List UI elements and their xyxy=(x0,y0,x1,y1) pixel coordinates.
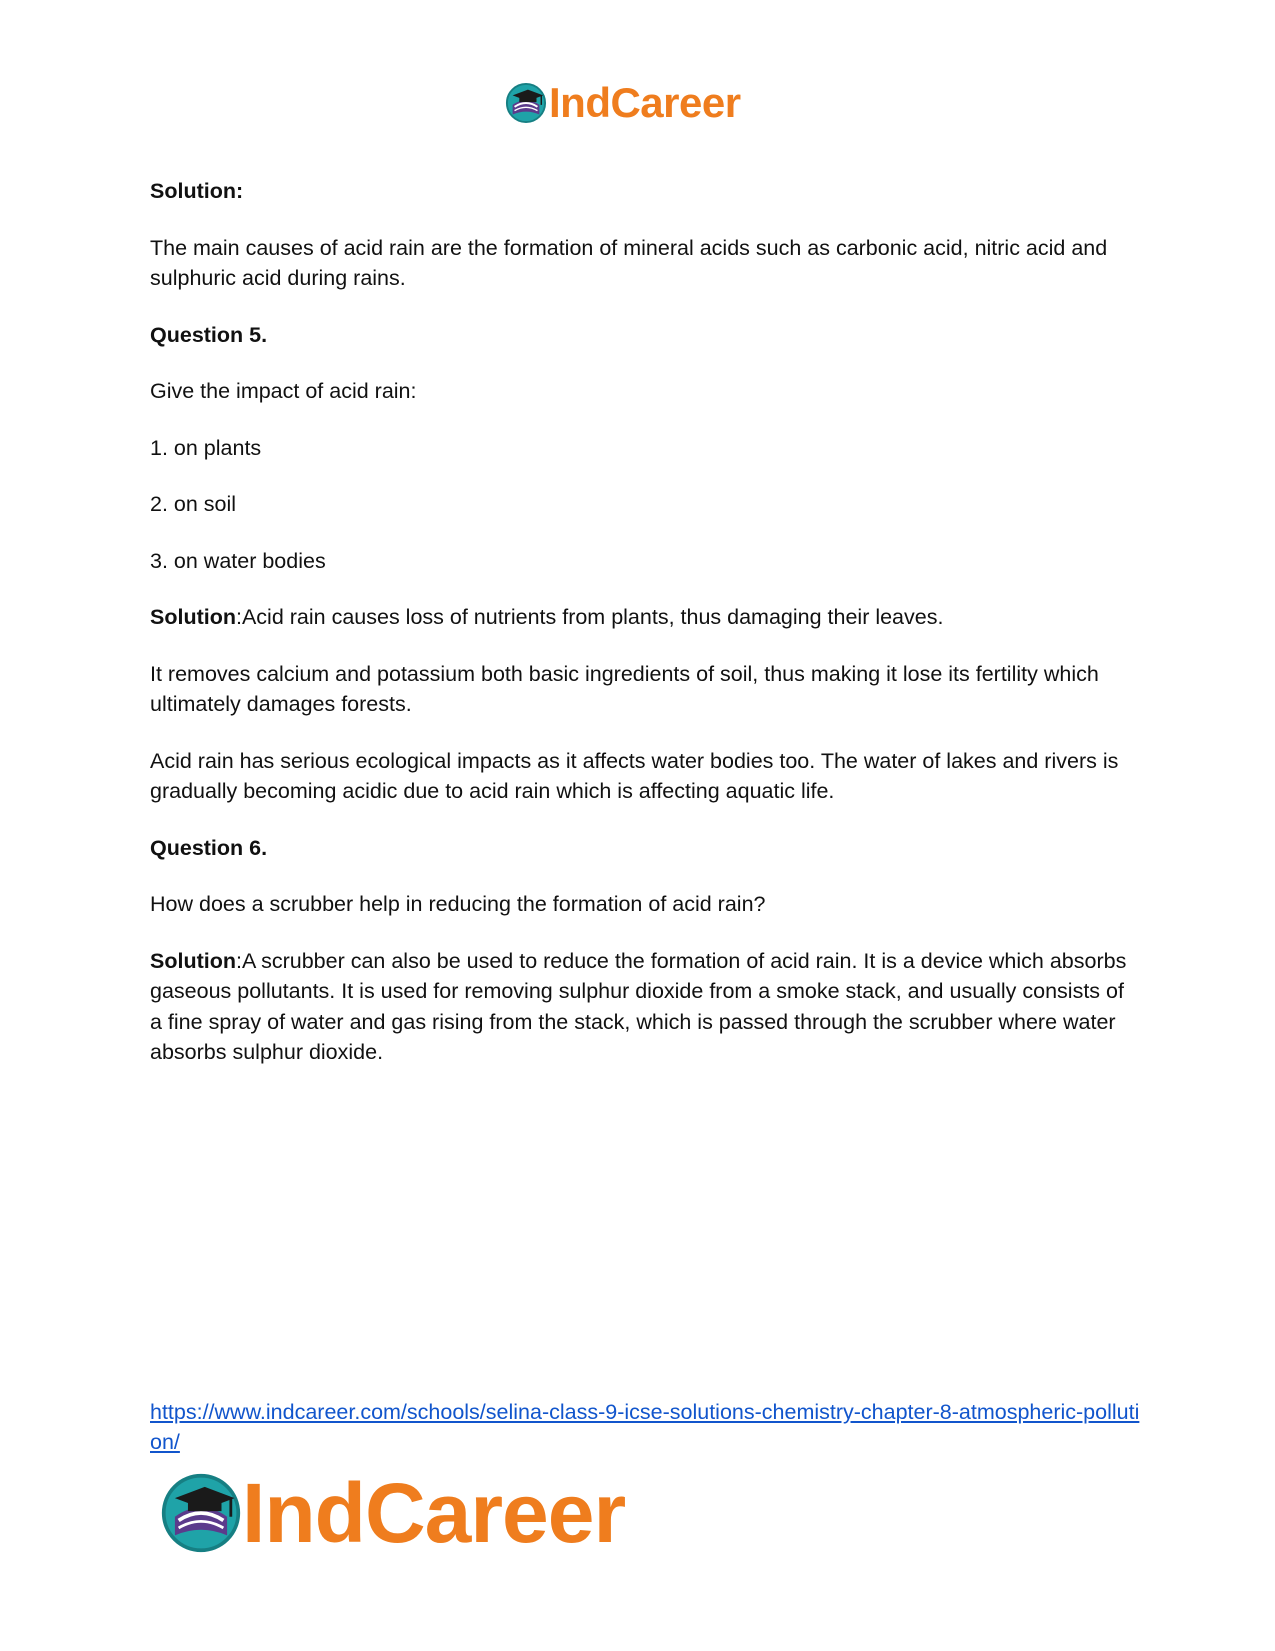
question-6-text: How does a scrubber help in reducing the formation of acid rain? xyxy=(150,892,766,916)
footer-logo xyxy=(160,1468,625,1558)
question-5-item-1: 1. on plants xyxy=(150,435,262,460)
question-5-solution-paragraph-3: Acid rain has serious ecological impacts as it affects water bodies too. The water of lakes and rivers is gradually becoming acidic due to acid rain which is affecting aquatic life. xyxy=(150,748,1119,803)
document-body xyxy=(150,176,1140,1094)
question-5-solution-paragraph-1 xyxy=(150,602,1140,633)
solution-text: The main causes of acid rain are the formation of mineral acids such as carbonic acid, nitric acid and sulphuric acid during rains. xyxy=(150,235,1108,290)
question-6-heading: Question 6. xyxy=(150,835,268,860)
header-logo-text: IndCareer xyxy=(549,79,741,126)
question-5-text: Give the impact of acid rain: xyxy=(150,379,417,403)
solution-heading: Solution: xyxy=(150,179,244,203)
header-logo xyxy=(505,80,741,126)
question-6-solution-text: :A scrubber can also be used to reduce the formation of acid rain. It is a device which absorbs gaseous pollutants. It is used for removing sulphur dioxide from a smoke stack, and usually consists of a fine spray of water and gas rising from the stack, which is passed through the scrubber where water absorbs sulphur dioxide. xyxy=(150,948,1127,1064)
solution-label: Solution xyxy=(150,605,236,629)
question-5-item-3: 3. on water bodies xyxy=(150,548,326,573)
footer-logo-text: IndCareer xyxy=(242,1466,626,1560)
question-5-solution-text-1: :Acid rain causes loss of nutrients from plants, thus damaging their leaves. xyxy=(235,605,944,629)
graduation-cap-globe-icon xyxy=(160,1472,242,1554)
source-link[interactable]: https://www.indcareer.com/schools/selina-class-9-icse-solutions-chemistry-chapter-8-atmospheric-pollution/ xyxy=(150,1400,1140,1454)
question-5-heading: Question 5. xyxy=(150,322,268,347)
solution-label: Solution xyxy=(150,948,236,973)
question-6-solution-paragraph xyxy=(150,946,1140,1068)
question-5-item-2: 2. on soil xyxy=(150,492,237,516)
question-5-solution-paragraph-2: It removes calcium and potassium both basic ingredients of soil, thus making it lose its fertility which ultimately damages forests. xyxy=(150,661,1099,716)
graduation-cap-globe-icon xyxy=(505,82,547,124)
